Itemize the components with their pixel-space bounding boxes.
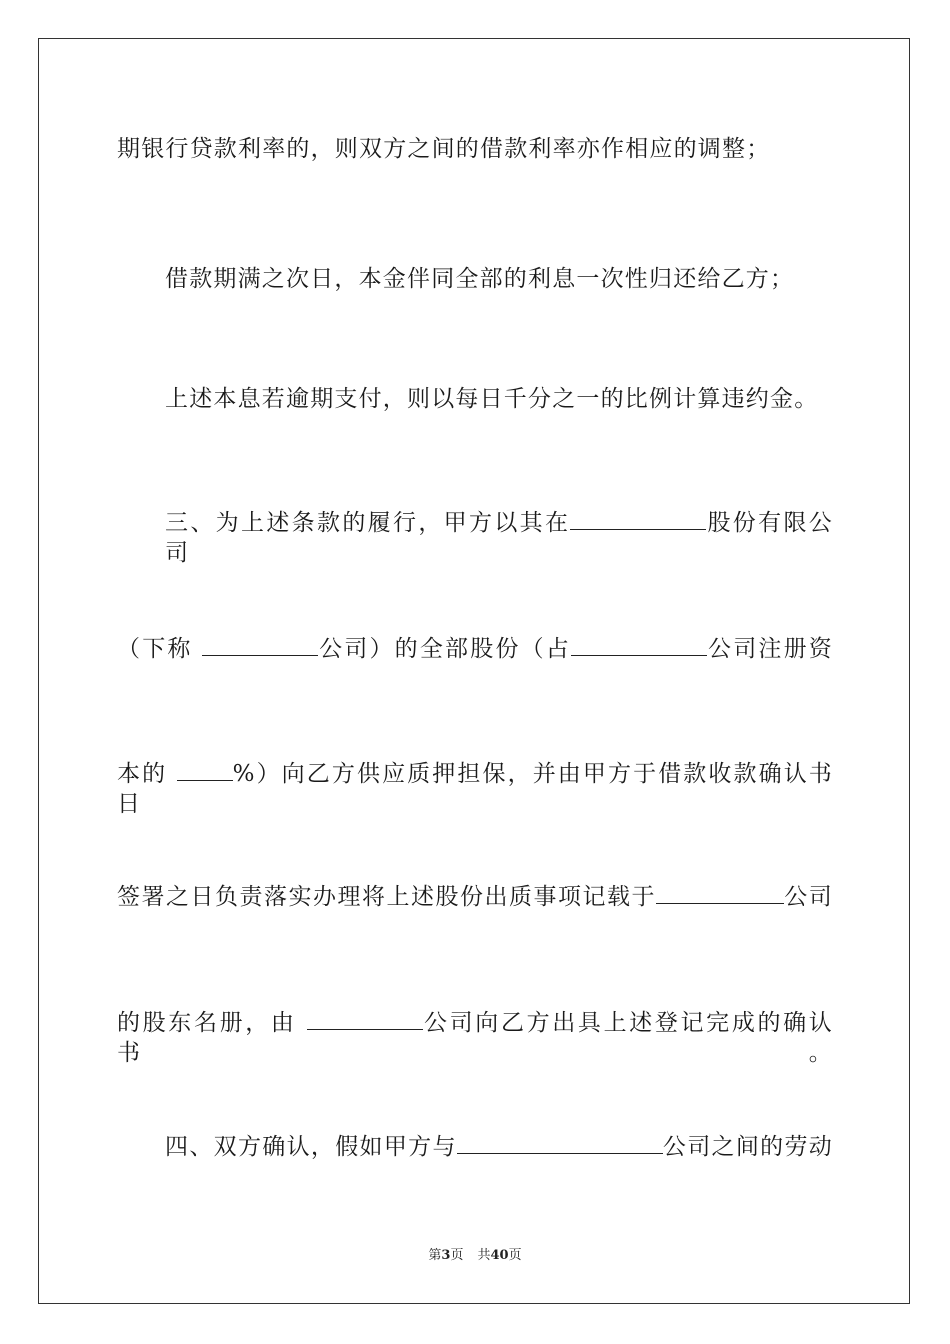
page-suffix: 页 (450, 1248, 464, 1263)
paragraph-line-4 (165, 508, 833, 568)
paragraph-text: 本的 (117, 761, 177, 787)
paragraph-text: 公司）的全部股份（占 (318, 636, 572, 662)
paragraph-text: 上述本息若逾期支付，则以每日千分之一的比例计算违约金。 (165, 386, 819, 412)
paragraph-text: （下称 (117, 636, 203, 662)
paragraph-text: 公司 (784, 884, 833, 910)
paragraph-text: 三、为上述条款的履行，甲方以其在 (165, 510, 571, 536)
paragraph-line-2 (165, 264, 833, 294)
blank-field (177, 760, 233, 781)
paragraph-line-5 (117, 634, 833, 664)
paragraph-text: 四、双方确认，假如甲方与 (165, 1134, 457, 1160)
page-prefix: 第 (428, 1248, 442, 1263)
paragraph-text: 借款期满之次日，本金伴同全部的利息一次性归还给乙方； (165, 266, 795, 292)
blank-field (570, 509, 706, 530)
paragraph-line-8 (117, 1008, 833, 1068)
blank-field (656, 883, 784, 904)
paragraph-text: 股份有限公司 (165, 510, 834, 566)
blank-field (307, 1009, 423, 1030)
page-footer (0, 1247, 950, 1265)
total-pages: 40 (490, 1248, 509, 1263)
blank-field (457, 1133, 663, 1154)
paragraph-text: %）向乙方供应质押担保，并由甲方于借款收款确认书日 (117, 761, 833, 817)
paragraph-line-7 (117, 882, 833, 912)
paragraph-text: 公司向乙方出具上述登记完成的确认书。 (117, 1010, 833, 1066)
paragraph-text: 公司注册资 (707, 636, 834, 662)
paragraph-line-6 (117, 759, 833, 819)
paragraph-text: 的股东名册，由 (117, 1010, 307, 1036)
paragraph-line-3 (165, 384, 833, 414)
blank-field (202, 635, 318, 656)
blank-field (571, 635, 707, 656)
paragraph-line-9 (165, 1132, 833, 1162)
paragraph-line-1 (117, 134, 833, 164)
paragraph-text: 期银行贷款利率的，则双方之间的借款利率亦作相应的调整； (117, 136, 771, 162)
page-border (38, 38, 910, 1304)
paragraph-text: 公司之间的劳动 (662, 1134, 834, 1160)
total-prefix: 共 (477, 1248, 491, 1263)
paragraph-text: 签署之日负责落实办理将上述股份出质事项记载于 (117, 884, 656, 910)
total-suffix: 页 (508, 1248, 522, 1263)
page-number: 3 (441, 1248, 451, 1263)
